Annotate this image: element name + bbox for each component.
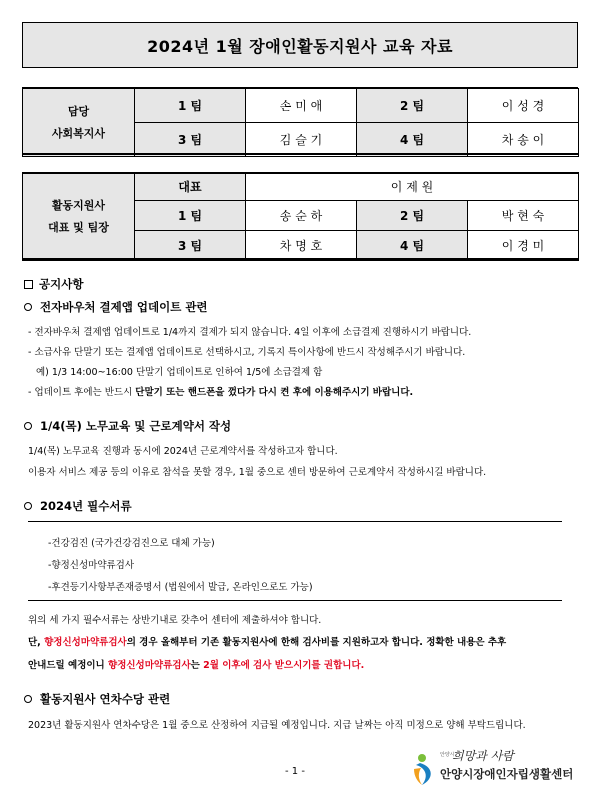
divider [28, 600, 562, 601]
team-cell: 4 팀 [357, 123, 468, 157]
body-line: 2023년 활동지원사 연차수당은 1월 중으로 산정하여 지급될 예정입니다. 지급 날짜는 아직 미정으로 양해 부탁드립니다. [28, 720, 526, 731]
circle-bullet-icon [24, 303, 32, 311]
team-cell: 3 팀 [135, 123, 246, 157]
body-line: 1/4(목) 노무교육 진행과 동시에 2024년 근로계약서를 작성하고자 합니다. [28, 446, 338, 457]
team-cell: 1 팀 [135, 89, 246, 123]
body-line [28, 634, 506, 648]
name-cell: 이 성 경 [468, 89, 579, 123]
text-span: 의 경우 올해부터 기존 활동지원사에 한해 검사비를 지원하고자 합니다. 정확한 내용은 추후 [126, 637, 507, 648]
name-cell: 김 슬 기 [246, 123, 357, 157]
team-cell: 2 팀 [357, 201, 468, 231]
document-item: -향정신성마약류검사 [48, 560, 135, 571]
section-title [24, 691, 170, 707]
circle-bullet-icon [24, 422, 32, 430]
highlight-text: 향정신성마약류검사 [44, 637, 127, 648]
header-line: 사회복지사 [51, 126, 106, 140]
body-line [28, 657, 364, 671]
text-span: 는 [190, 660, 204, 671]
body-line: - 소급사유 단말기 또는 결제앱 업데이트로 선택하시고, 기록지 특이사항에 반드시 작성해주시기 바랍니다. [28, 347, 466, 358]
name-cell: 차 송 이 [468, 123, 579, 157]
body-line: 이용자 서비스 제공 등의 이유로 참석을 못할 경우, 1월 중으로 센터 방문하여 근로계약서 작성하시길 바랍니다. [28, 467, 487, 478]
body-line: 위의 세 가지 필수서류는 상반기내로 갖추어 센터에 제출하셔야 합니다. [28, 615, 322, 626]
header-line: 대표 및 팀장 [48, 220, 109, 234]
page-number: - 1 - [285, 766, 305, 777]
header-line: 활동지원사 [51, 198, 106, 212]
header-line: 담당 [67, 104, 90, 118]
section-title-text: 전자바우처 결제앱 업데이트 관련 [40, 300, 208, 314]
square-bullet-icon [24, 280, 33, 289]
name-cell: 이 경 미 [468, 231, 579, 261]
social-worker-table [22, 88, 579, 157]
divider [28, 521, 562, 522]
name-cell: 박 현 숙 [468, 201, 579, 231]
slogan-small: 안양시 [440, 752, 455, 758]
name-cell: 손 미 애 [246, 89, 357, 123]
circle-bullet-icon [24, 502, 32, 510]
body-line [28, 384, 413, 398]
org-logo [412, 747, 582, 787]
highlight-text: 2월 이후에 검사 받으시기를 권합니다. [203, 660, 365, 671]
social-worker-header [23, 89, 135, 157]
circle-bullet-icon [24, 695, 32, 703]
text-span: 단, [28, 637, 45, 648]
body-line: - 전자바우처 결제앱 업데이트로 1/4까지 결제가 되지 않습니다. 4일 이후에 소급결제 진행하시기 바랍니다. [28, 327, 472, 338]
org-name: 안양시장애인자립생활센터 [440, 767, 574, 781]
document-item: -후견등기사항부존재증명서 (법원에서 발급, 온라인으로도 가능) [48, 582, 313, 593]
section-title-text: 활동지원사 연차수당 관련 [40, 692, 171, 706]
highlight-text: 향정신성마약류검사 [108, 660, 191, 671]
helper-header [23, 173, 135, 261]
page-title: 2024년 1월 장애인활동지원사 교육 자료 [22, 22, 578, 68]
section-title-text: 1/4(목) 노무교육 및 근로계약서 작성 [40, 419, 232, 433]
body-line: 예) 1/3 14:00~16:00 단말기 업데이트로 인하여 1/5에 소급결제 함 [36, 367, 323, 378]
team-cell: 2 팀 [357, 89, 468, 123]
name-cell: 송 순 하 [246, 201, 357, 231]
rep-name: 이 제 원 [246, 173, 579, 201]
section-title [24, 498, 132, 514]
name-cell: 차 명 호 [246, 231, 357, 261]
slogan: 희망과 사람 [452, 749, 514, 763]
section-title [24, 418, 231, 434]
section-title-text: 2024년 필수서류 [40, 499, 132, 513]
section-title [24, 299, 208, 315]
org-logo-icon [412, 751, 438, 787]
helper-leader-table [22, 172, 579, 261]
notice-heading-text: 공지사항 [39, 277, 84, 291]
team-cell: 4 팀 [357, 231, 468, 261]
notice-heading [24, 276, 83, 292]
document-item: -건강검진 (국가건강검진으로 대체 가능) [48, 538, 215, 549]
team-cell: 1 팀 [135, 201, 246, 231]
emphasis-text: 단말기 또는 핸드폰을 껐다가 다시 켠 후에 이용해주시기 바랍니다. [135, 387, 414, 398]
text-span: - 업데이트 후에는 반드시 [28, 387, 136, 398]
rep-label: 대표 [135, 173, 246, 201]
team-cell: 3 팀 [135, 231, 246, 261]
text-span: 안내드릴 예정이니 [28, 660, 109, 671]
